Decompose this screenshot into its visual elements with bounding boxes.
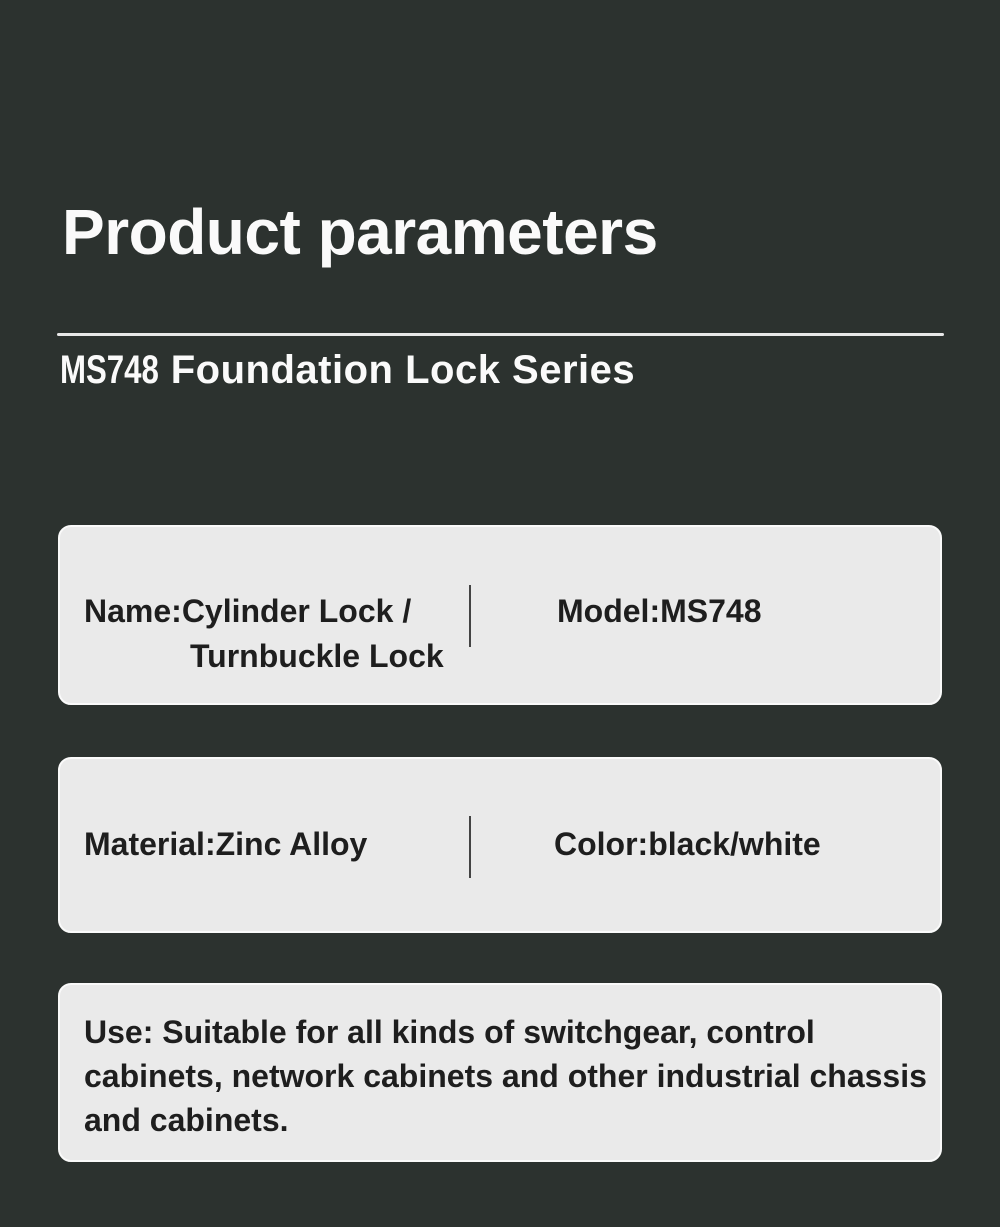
- use-line-2: cabinets, network cabinets and other industrial chassis: [84, 1058, 927, 1094]
- spec-card-material-color: [58, 757, 942, 933]
- use-line-3: and cabinets.: [84, 1102, 289, 1138]
- series-model-code: MS748: [60, 348, 159, 392]
- use-description: [84, 1010, 927, 1142]
- series-heading: [60, 350, 635, 390]
- name-line-1: Name:Cylinder Lock /: [84, 593, 412, 629]
- color-value: Color:black/white: [554, 826, 821, 862]
- model-value: Model:MS748: [557, 593, 762, 629]
- name-line-2: Turnbuckle Lock: [190, 638, 444, 674]
- use-line-1: Use: Suitable for all kinds of switchgear, control: [84, 1014, 815, 1050]
- spec-card-name-model: [58, 525, 942, 705]
- vertical-divider: [469, 585, 471, 647]
- series-name: Foundation Lock Series: [170, 348, 636, 392]
- page-title: Product parameters: [62, 196, 658, 268]
- vertical-divider: [469, 816, 471, 878]
- title-underline-rule: [57, 333, 944, 336]
- material-value: Material:Zinc Alloy: [84, 826, 368, 862]
- name-value: [84, 589, 444, 679]
- spec-card-use: [58, 983, 942, 1162]
